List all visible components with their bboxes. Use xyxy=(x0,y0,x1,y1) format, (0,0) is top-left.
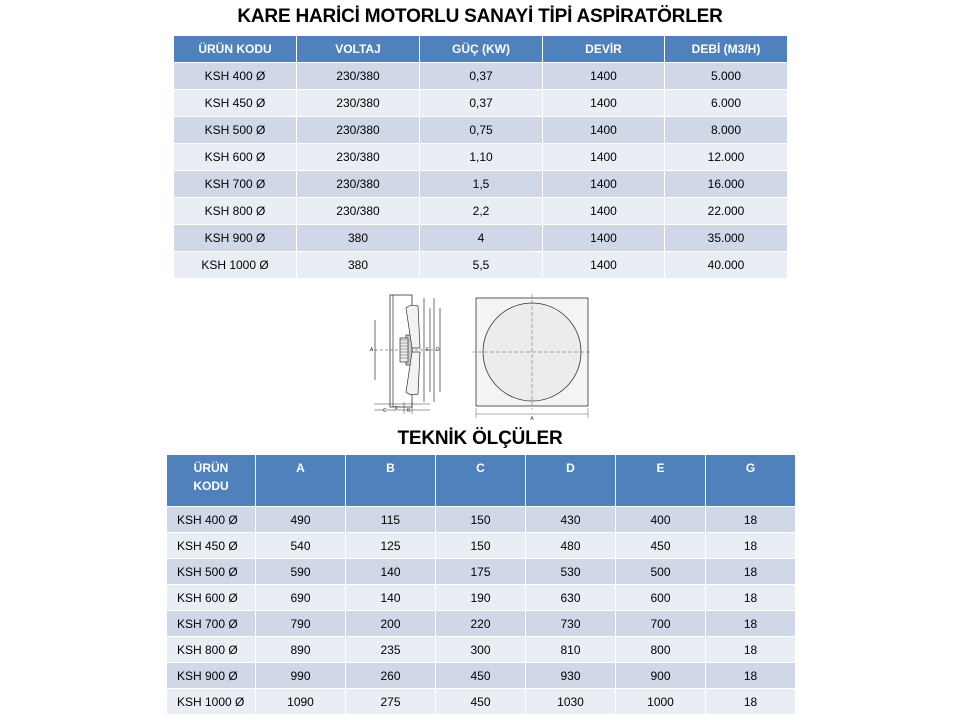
table-cell: 140 xyxy=(346,559,436,585)
table-row xyxy=(167,533,796,559)
table-row xyxy=(174,117,788,144)
table-cell: 400 xyxy=(616,507,706,533)
technical-drawing xyxy=(360,290,600,420)
table-cell: 380 xyxy=(297,225,420,252)
table-cell: 230/380 xyxy=(297,117,420,144)
col-header-a: A xyxy=(256,455,346,507)
table-row xyxy=(167,585,796,611)
table-cell: 230/380 xyxy=(297,171,420,198)
col-header-d: D xyxy=(526,455,616,507)
table-cell: 230/380 xyxy=(297,90,420,117)
table-row xyxy=(174,225,788,252)
product-code-cell: KSH 700 Ø xyxy=(174,171,297,198)
table-cell: 190 xyxy=(436,585,526,611)
front-view xyxy=(472,294,592,418)
dim-label-c: C xyxy=(383,408,387,414)
col-header-flow: DEBİ (M3/H) xyxy=(665,36,788,63)
table-cell: 1400 xyxy=(543,63,665,90)
table-cell: 40.000 xyxy=(665,252,788,279)
table-cell: 18 xyxy=(706,533,796,559)
dim-label-a: A xyxy=(370,347,374,353)
table-cell: 125 xyxy=(346,533,436,559)
product-code-cell: KSH 400 Ø xyxy=(174,63,297,90)
col-header-product-code xyxy=(167,455,256,507)
table-cell: 5,5 xyxy=(420,252,543,279)
table-cell: 1,10 xyxy=(420,144,543,171)
table-cell: 12.000 xyxy=(665,144,788,171)
table-cell: 1090 xyxy=(256,689,346,715)
table-cell: 230/380 xyxy=(297,144,420,171)
table-cell: 18 xyxy=(706,689,796,715)
table-row xyxy=(167,559,796,585)
table-cell: 430 xyxy=(526,507,616,533)
table-cell: 18 xyxy=(706,637,796,663)
table-cell: 18 xyxy=(706,611,796,637)
table-cell: 1000 xyxy=(616,689,706,715)
table-row xyxy=(174,198,788,225)
dim-label-f: F xyxy=(395,406,399,412)
table-cell: 18 xyxy=(706,663,796,689)
table-row xyxy=(174,171,788,198)
table-cell: 260 xyxy=(346,663,436,689)
table-cell: 380 xyxy=(297,252,420,279)
dim-label-b: B xyxy=(407,408,411,414)
product-code-cell: KSH 500 Ø xyxy=(174,117,297,144)
product-code-cell: KSH 1000 Ø xyxy=(167,689,256,715)
table-cell: 200 xyxy=(346,611,436,637)
table-cell: 990 xyxy=(256,663,346,689)
table-cell: 480 xyxy=(526,533,616,559)
table-cell: 140 xyxy=(346,585,436,611)
table-cell: 450 xyxy=(616,533,706,559)
table-cell: 6.000 xyxy=(665,90,788,117)
table-cell: 630 xyxy=(526,585,616,611)
table-cell: 22.000 xyxy=(665,198,788,225)
product-code-cell: KSH 800 Ø xyxy=(167,637,256,663)
table-cell: 2,2 xyxy=(420,198,543,225)
table-cell: 1400 xyxy=(543,252,665,279)
table-cell: 1400 xyxy=(543,171,665,198)
table-cell: 1400 xyxy=(543,225,665,252)
table-cell: 4 xyxy=(420,225,543,252)
table-cell: 18 xyxy=(706,507,796,533)
table-header-row xyxy=(174,36,788,63)
product-code-cell: KSH 900 Ø xyxy=(174,225,297,252)
table-row xyxy=(174,252,788,279)
table-cell: 1400 xyxy=(543,198,665,225)
table-cell: 700 xyxy=(616,611,706,637)
table-row xyxy=(167,611,796,637)
table-cell: 450 xyxy=(436,663,526,689)
product-spec-table xyxy=(173,35,788,279)
dim-label-e: E xyxy=(426,347,430,353)
table-header-row xyxy=(167,455,796,507)
col-header-g: G xyxy=(706,455,796,507)
product-code-cell: KSH 600 Ø xyxy=(167,585,256,611)
table-cell: 490 xyxy=(256,507,346,533)
table-cell: 540 xyxy=(256,533,346,559)
table-cell: 800 xyxy=(616,637,706,663)
table-cell: 690 xyxy=(256,585,346,611)
table-cell: 530 xyxy=(526,559,616,585)
table-row xyxy=(174,63,788,90)
col-header-voltage: VOLTAJ xyxy=(297,36,420,63)
table-cell: 18 xyxy=(706,585,796,611)
product-code-cell: KSH 450 Ø xyxy=(167,533,256,559)
table-row xyxy=(167,663,796,689)
front-dim-label-a: A xyxy=(530,416,534,420)
product-code-cell: KSH 600 Ø xyxy=(174,144,297,171)
table-cell: 730 xyxy=(526,611,616,637)
table-cell: 790 xyxy=(256,611,346,637)
table-row xyxy=(174,90,788,117)
product-code-cell: KSH 450 Ø xyxy=(174,90,297,117)
table-cell: 500 xyxy=(616,559,706,585)
product-code-cell: KSH 700 Ø xyxy=(167,611,256,637)
table-cell: 0,75 xyxy=(420,117,543,144)
table-row xyxy=(167,507,796,533)
header-label: ÜRÜN KODU xyxy=(193,461,229,493)
table-cell: 600 xyxy=(616,585,706,611)
table-cell: 890 xyxy=(256,637,346,663)
table-cell: 930 xyxy=(526,663,616,689)
product-code-cell: KSH 500 Ø xyxy=(167,559,256,585)
table-cell: 0,37 xyxy=(420,90,543,117)
col-header-power: GÜÇ (KW) xyxy=(420,36,543,63)
table-cell: 900 xyxy=(616,663,706,689)
table-cell: 35.000 xyxy=(665,225,788,252)
technical-dimensions-table xyxy=(166,454,796,715)
col-header-product-code: ÜRÜN KODU xyxy=(174,36,297,63)
product-code-cell: KSH 400 Ø xyxy=(167,507,256,533)
table-row xyxy=(167,689,796,715)
table-cell: 1030 xyxy=(526,689,616,715)
table-cell: 0,37 xyxy=(420,63,543,90)
side-view xyxy=(370,295,440,414)
col-header-speed: DEVİR xyxy=(543,36,665,63)
table-cell: 1400 xyxy=(543,90,665,117)
col-header-c: C xyxy=(436,455,526,507)
table-row xyxy=(167,637,796,663)
col-header-e: E xyxy=(616,455,706,507)
table-cell: 230/380 xyxy=(297,198,420,225)
product-code-cell: KSH 1000 Ø xyxy=(174,252,297,279)
table-cell: 150 xyxy=(436,533,526,559)
table-cell: 18 xyxy=(706,559,796,585)
table-row xyxy=(174,144,788,171)
table-cell: 175 xyxy=(436,559,526,585)
table-cell: 220 xyxy=(436,611,526,637)
table-cell: 1400 xyxy=(543,144,665,171)
table-cell: 1400 xyxy=(543,117,665,144)
table-cell: 810 xyxy=(526,637,616,663)
page-title: KARE HARİCİ MOTORLU SANAYİ TİPİ ASPİRATÖRLER xyxy=(237,6,723,27)
col-header-b: B xyxy=(346,455,436,507)
table-cell: 16.000 xyxy=(665,171,788,198)
product-code-cell: KSH 800 Ø xyxy=(174,198,297,225)
table-cell: 8.000 xyxy=(665,117,788,144)
table-cell: 275 xyxy=(346,689,436,715)
table-cell: 235 xyxy=(346,637,436,663)
table-cell: 1,5 xyxy=(420,171,543,198)
dim-label-d: D xyxy=(436,347,440,353)
table-cell: 450 xyxy=(436,689,526,715)
table-cell: 230/380 xyxy=(297,63,420,90)
table-cell: 5.000 xyxy=(665,63,788,90)
table-cell: 590 xyxy=(256,559,346,585)
section-title-technical: TEKNİK ÖLÇÜLER xyxy=(397,428,563,449)
table-cell: 150 xyxy=(436,507,526,533)
table-cell: 115 xyxy=(346,507,436,533)
table-cell: 300 xyxy=(436,637,526,663)
product-code-cell: KSH 900 Ø xyxy=(167,663,256,689)
